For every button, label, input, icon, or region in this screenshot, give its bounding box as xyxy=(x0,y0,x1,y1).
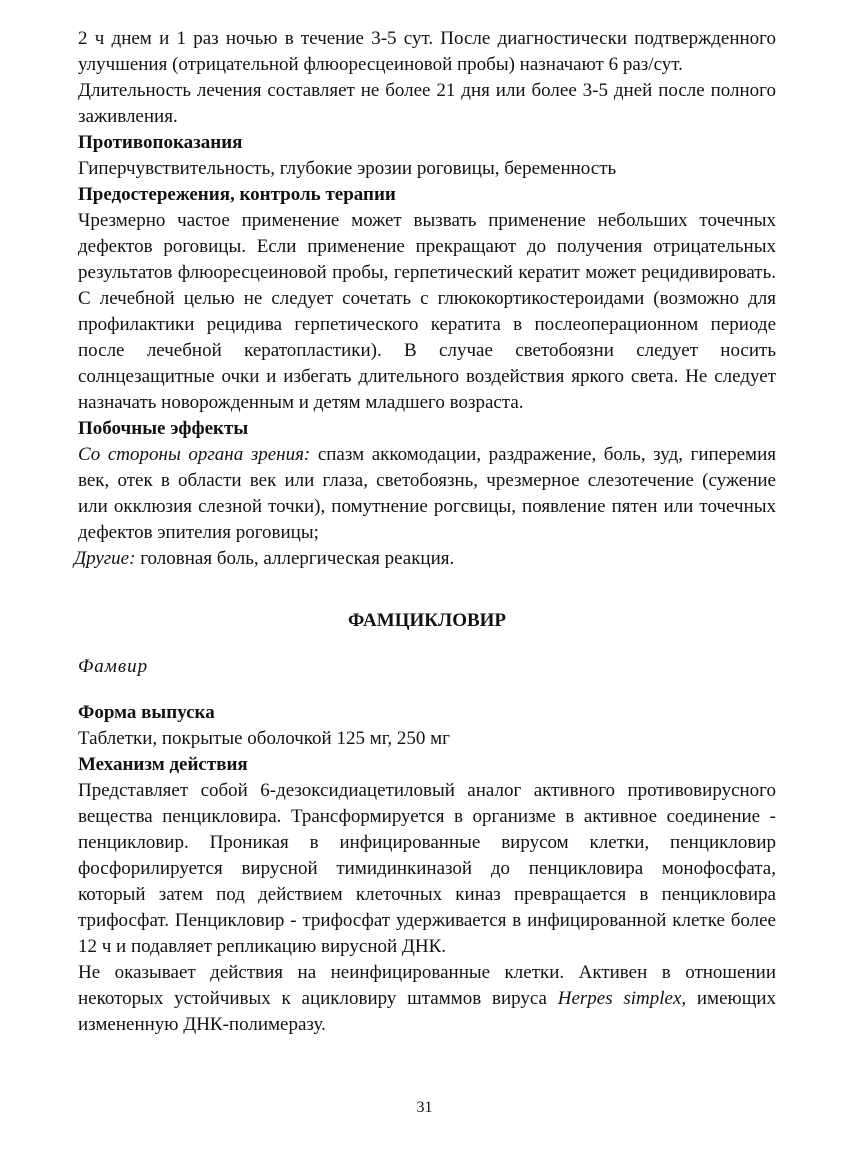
paragraph-side-effects-eye xyxy=(78,442,776,546)
paragraph-form: Таблетки, покрытые оболочкой 125 мг, 250 мг xyxy=(78,728,450,749)
paragraph-mechanism-2 xyxy=(78,960,776,1038)
heading-side-effects: Побочные эффекты xyxy=(78,418,249,439)
heading-form: Форма выпуска xyxy=(78,702,215,723)
text-eye: спазм аккомодации, раздражение, боль, зуд, гиперемия век, отек в области век или глаза, светобоязнь, чрезмерное слезотечение (сужение или окклюзия слезной точки), помутнение рогсвицы, появление пятен или точечных дефектов эпителия роговицы; xyxy=(78,444,776,543)
page-content xyxy=(74,26,776,1038)
species-name: Herpes simplex, xyxy=(557,988,687,1009)
paragraph-contraindications: Гиперчувствительность, глубокие эрозии роговицы, беременность xyxy=(78,158,617,179)
paragraph-warnings: Чрезмерно частое применение может вызвать применение небольших точечных дефектов роговицы. Если применение прекращают до получения отрицательных результатов флюоресцеиновой пробы, герпетический кератит может рецидивировать. С лечебной целью не следует сочетать с глюкокортикостероидами (возможно для профилактики рецидива герпетического кератита в послеоперационном периоде после лечебной кератопластики). В случае светобоязни следует носить солнцезащитные очки и избегать длительного воздействия яркого света. Не следует назначать новорожденным и детям младшего возраста. xyxy=(78,210,776,413)
heading-mechanism: Механизм действия xyxy=(78,754,248,775)
heading-contraindications: Противопоказания xyxy=(78,132,243,153)
page-number: 31 xyxy=(416,1099,433,1116)
label-eye: Со стороны органа зрения: xyxy=(78,444,311,465)
paragraph-duration: Длительность лечения составляет не более 21 дня или более 3-5 дней после полного заживления. xyxy=(78,80,776,127)
text-mech2-a: Не оказывает действия на неинфицированные клетки. Активен в отношении некоторых устойчивых к ацикловиру штаммов вируса xyxy=(78,962,776,1009)
heading-warnings: Предостережения, контроль терапии xyxy=(78,184,396,205)
brand-name: Фамвир xyxy=(78,656,149,677)
label-other: Другие: xyxy=(74,548,136,569)
paragraph-dosage: 2 ч днем и 1 раз ночью в течение 3-5 сут. После диагностически подтвержденного улучшения (отрицательной флюоресцеиновой пробы) назначают 6 раз/сут. xyxy=(78,28,776,75)
text-mech2-b: имеющих измененную ДНК-полимеразу. xyxy=(78,988,776,1035)
paragraph-side-effects-other xyxy=(74,546,776,572)
drug-title: ФАМЦИКЛОВИР xyxy=(347,610,507,631)
paragraph-mechanism: Представляет собой 6-дезоксидиацетиловый аналог активного противовирусного вещества пенцикловира. Трансформируется в организме в активное соединение - пенцикловир. Проникая в инфицированные вирусом клетки, пенцикловир фосфорилируется вирусной тимидинкиназой до пенцикловира монофосфата, который затем под действием клеточных киназ превращается в пенцикловира трифосфат. Пенцикловир - трифосфат удерживается в инфицированной клетке более 12 ч и подавляет репликацию вирусной ДНК. xyxy=(78,780,776,957)
text-other: головная боль, аллергическая реакция. xyxy=(135,548,455,569)
